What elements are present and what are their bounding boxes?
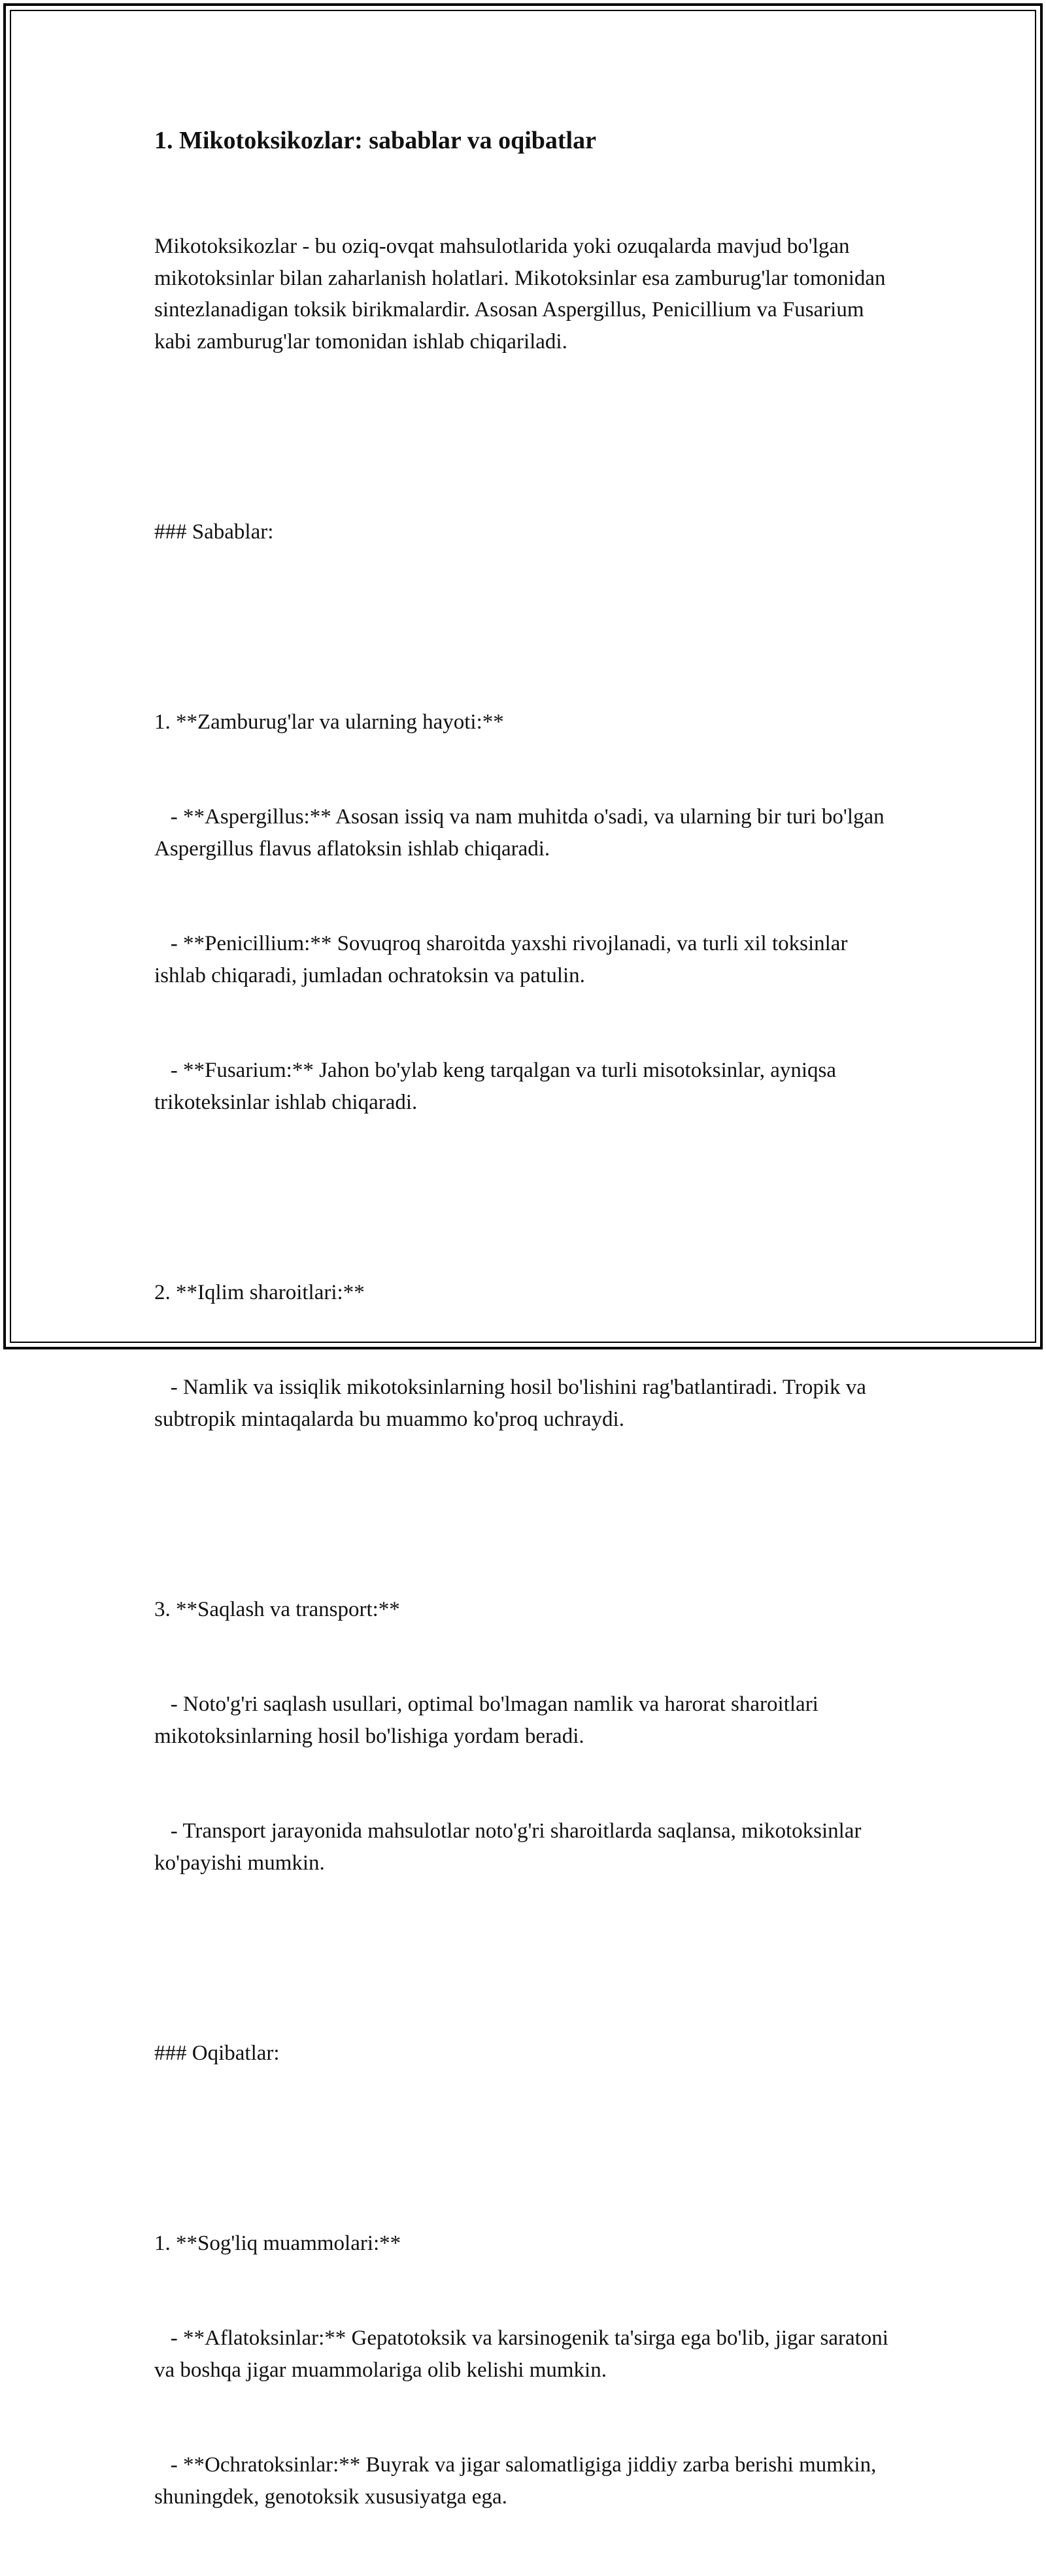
intro-paragraph: Mikotoksikozlar - bu oziq-ovqat mahsulotlarida yoki ozuqalarda mavjud bo'lgan mikotoksinlar bilan zaharlanish holatlari. Mikotoksinlar esa zamburug'lar tomonidan sintezlanadigan toksik birikmalardir. Asosan Aspergillus, Penicillium va Fusarium kabi zamburug'lar tomonidan ishlab chiqariladi. (154, 235, 891, 354)
cause-1-title: 1. **Zamburug'lar va ularning hayoti:** (154, 710, 504, 734)
cause-3-title: 3. **Saqlash va transport:** (154, 1597, 400, 1621)
cause-1-item: - **Aspergillus:** Asosan issiq va nam muhitda o'sadi, va ularning bir turi bo'lgan Aspergillus flavus aflatoksin ishlab chiqaradi. (154, 805, 889, 861)
document-title: 1. Mikotoksikozlar: sabablar va oqibatlar (154, 127, 596, 154)
cause-1-item: - **Fusarium:** Jahon bo'ylab keng tarqalgan va turli misotoksinlar, ayniqsa trikoteksinlar ishlab chiqaradi. (154, 1059, 842, 1114)
cause-3-item: - Noto'g'ri saqlash usullari, optimal bo'lmagan namlik va harorat sharoitlari mikotoksinlarning hosil bo'lishiga yordam beradi. (154, 1693, 824, 1748)
consequence-1-title: 1. **Sog'liq muammolari:** (154, 2231, 401, 2255)
document-body (154, 123, 900, 2576)
cause-3-item: - Transport jarayonida mahsulotlar noto'g'ri sharoitlarda saqlansa, mikotoksinlar ko'payishi mumkin. (154, 1819, 867, 1875)
cause-2-item: - Namlik va issiqlik mikotoksinlarning hosil bo'lishini rag'batlantiradi. Tropik va subtropik mintaqalarda bu muammo ko'proq uchraydi. (154, 1376, 872, 1431)
consequences-heading: ### Oqibatlar: (154, 2041, 280, 2065)
consequence-1-item: - **Aflatoksinlar:** Gepatotoksik va karsinogenik ta'sirga ega bo'lib, jigar saratoni va boshqa jigar muammolariga olib kelishi mumkin. (154, 2326, 894, 2382)
causes-heading: ### Sabablar: (154, 520, 274, 544)
consequence-1-item: - **Ochratoksinlar:** Buyrak va jigar salomatligiga jiddiy zarba berishi mumkin, shuningdek, genotoksik xususiyatga ega. (154, 2453, 882, 2509)
document-text (154, 167, 900, 2576)
cause-1-item: - **Penicillium:** Sovuqroq sharoitda yaxshi rivojlanadi, va turli xil toksinlar ishlab chiqaradi, jumladan ochratoksin va patulin. (154, 932, 853, 987)
cause-2-title: 2. **Iqlim sharoitlari:** (154, 1280, 365, 1304)
